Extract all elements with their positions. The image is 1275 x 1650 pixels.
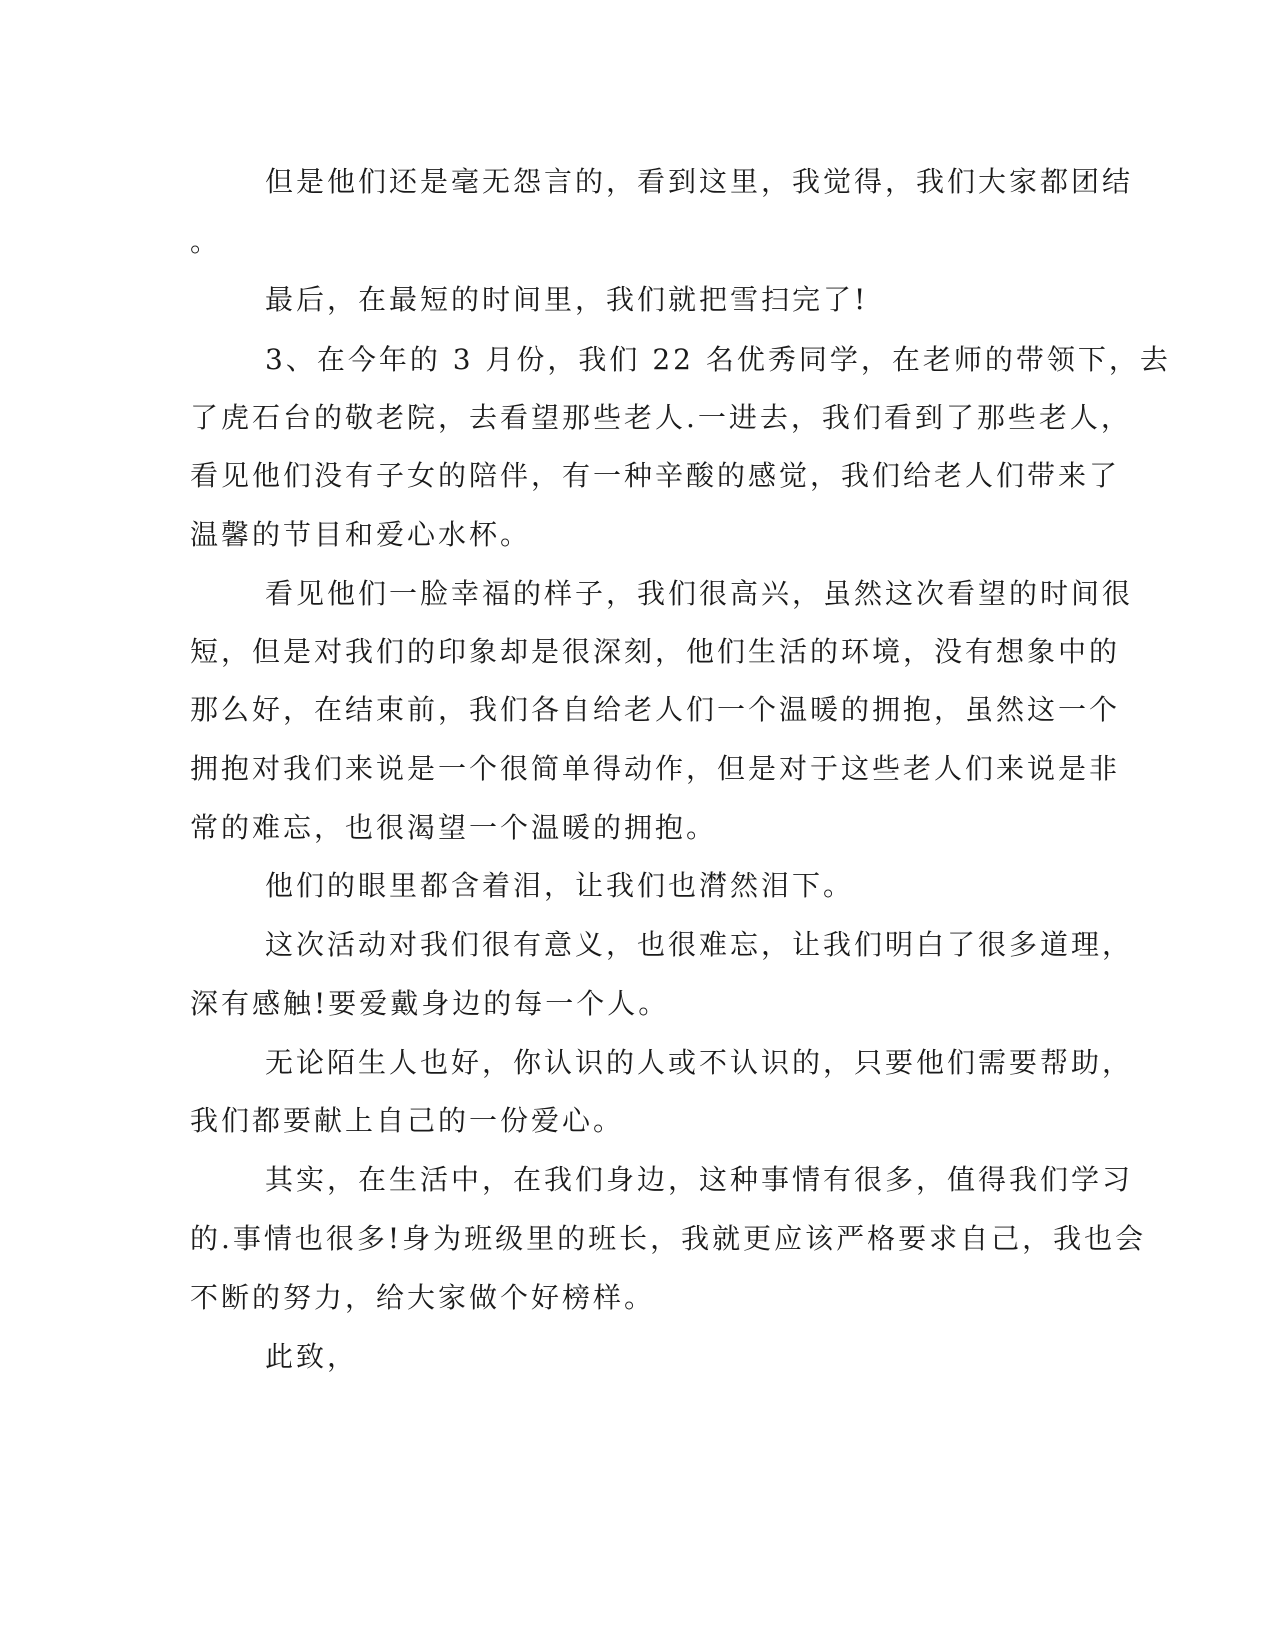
paragraph-line: 不断的努力，给大家做个好榜样。 <box>190 1281 656 1314</box>
paragraph-line: 这次活动对我们很有意义，也很难忘，让我们明白了很多道理， <box>265 928 1134 961</box>
paragraph-line: 他们的眼里都含着泪，让我们也潸然泪下。 <box>265 869 855 902</box>
paragraph-line: 常的难忘，也很渴望一个温暖的拥抱。 <box>190 811 718 844</box>
paragraph-line: 了虎石台的敬老院，去看望那些老人.一进去，我们看到了那些老人， <box>190 401 1132 434</box>
paragraph-line: 那么好，在结束前，我们各自给老人们一个温暖的拥抱，虽然这一个 <box>190 693 1121 726</box>
paragraph-line: 但是他们还是毫无怨言的，看到这里，我觉得，我们大家都团结 <box>265 165 1134 198</box>
paragraph-line: 看见他们一脸幸福的样子，我们很高兴，虽然这次看望的时间很 <box>265 577 1134 610</box>
paragraph-line: 。 <box>190 225 222 258</box>
paragraph-line: 的.事情也很多!身为班级里的班长，我就更应该严格要求自己，我也会 <box>190 1222 1147 1255</box>
closing-salutation: 此致， <box>265 1340 359 1373</box>
paragraph-line: 无论陌生人也好，你认识的人或不认识的，只要他们需要帮助， <box>265 1046 1134 1079</box>
paragraph-line: 温馨的节目和爱心水杯。 <box>190 518 532 551</box>
paragraph-line: 其实，在生活中，在我们身边，这种事情有很多，值得我们学习 <box>265 1163 1134 1196</box>
paragraph-line: 看见他们没有子女的陪伴，有一种辛酸的感觉，我们给老人们带来了 <box>190 459 1121 492</box>
paragraph-line: 3、在今年的 3 月份，我们 22 名优秀同学，在老师的带领下，去 <box>265 343 1171 376</box>
paragraph-line: 最后，在最短的时间里，我们就把雪扫完了! <box>265 283 869 316</box>
paragraph-line: 拥抱对我们来说是一个很简单得动作，但是对于这些老人们来说是非 <box>190 752 1121 785</box>
paragraph-line: 短，但是对我们的印象却是很深刻，他们生活的环境，没有想象中的 <box>190 635 1121 668</box>
paragraph-line: 我们都要献上自己的一份爱心。 <box>190 1104 625 1137</box>
paragraph-line: 深有感触!要爱戴身边的每一个人。 <box>190 987 670 1020</box>
